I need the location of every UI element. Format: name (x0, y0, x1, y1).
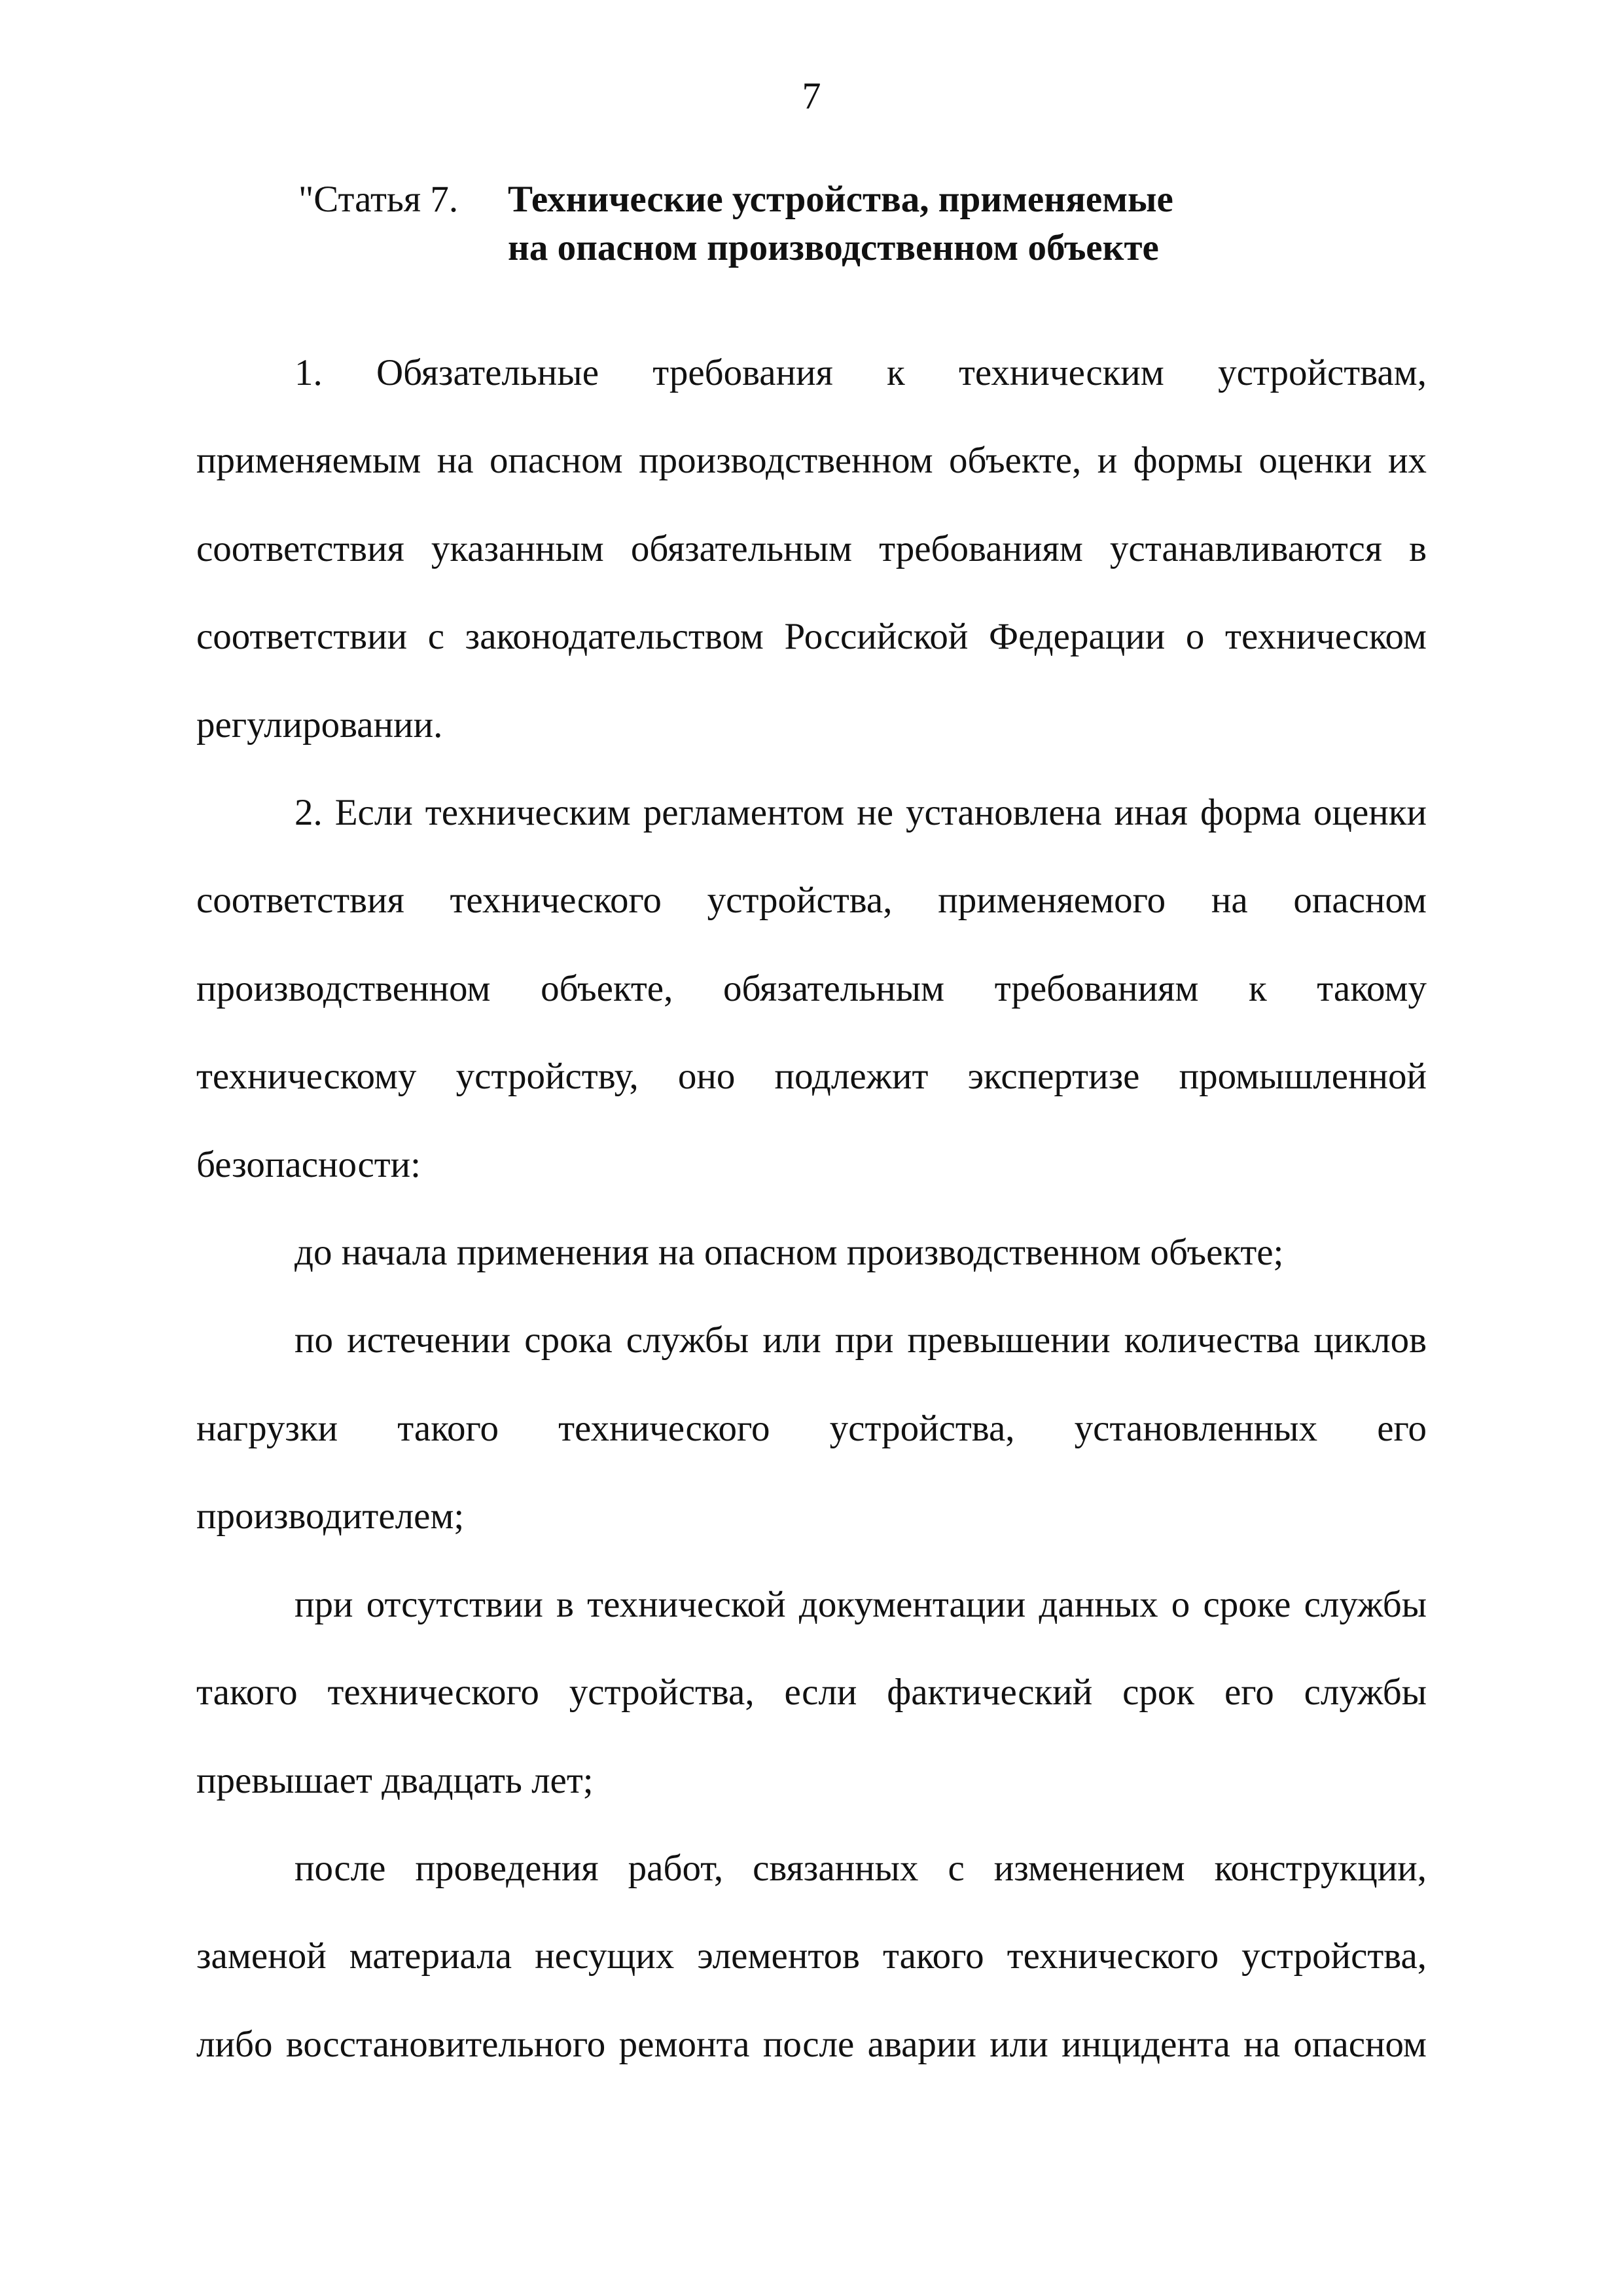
paragraph-5: при отсутствии в технической документации данных о сроке службы такого технического устройства, если фактический срок его службы превышает двадцать лет; (196, 1583, 1427, 1801)
paragraph-3: до начала применения на опасном производственном объекте; (294, 1232, 1284, 1274)
paragraph-6: после проведения работ, связанных с изменением конструкции, заменой материала несущих элементов такого технического устройства, либо восстановительного ремонта после аварии или инцидента на опасном (196, 1847, 1427, 2065)
paragraph-2: 2. Если техническим регламентом не установлена иная форма оценки соответствия технического устройства, применяемого на опасном производственном объекте, обязательным требованиям к такому техническому устройству, оно подлежит экспертизе промышленной безопасности: (196, 792, 1427, 1185)
article-body (196, 329, 1427, 2089)
article-title-line-2: на опасном производственном объекте (508, 227, 1159, 268)
article-title (508, 175, 1293, 272)
article-title-line-1: Технические устройства, применяемые (508, 179, 1173, 220)
paragraph-1: 1. Обязательные требования к техническим устройствам, применяемым на опасном производственном объекте, и формы оценки их соответствия указанным обязательным требованиям устанавливаются в соответствии с законодательством Российской Федерации о техническом регулировании. (196, 352, 1427, 745)
paragraph-4: по истечении срока службы или при превышении количества циклов нагрузки такого технического устройства, установленных его производителем; (196, 1319, 1427, 1537)
article-number: "Статья 7. (298, 179, 459, 220)
page-number: 7 (802, 75, 821, 117)
